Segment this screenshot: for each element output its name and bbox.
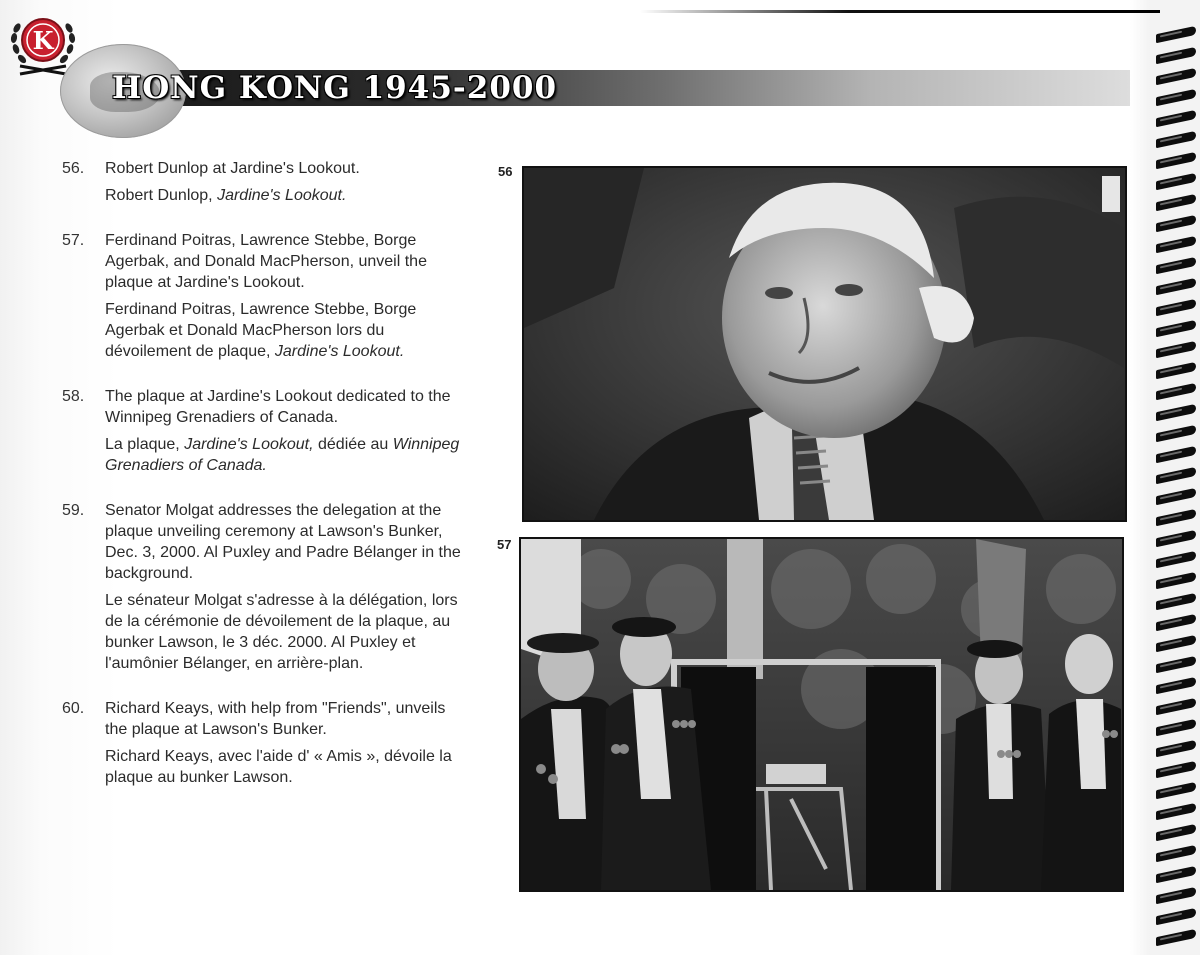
binding-coil — [1156, 929, 1196, 947]
caption-item-59 — [62, 500, 472, 674]
binding-coil — [1156, 383, 1196, 401]
caption-english: Senator Molgat addresses the delegation at the plaque unveiling ceremony at Lawson's Bunker, Dec. 3, 2000. Al Puxley and Padre Bélanger in the background. — [105, 502, 461, 582]
spiral-binding — [1150, 20, 1200, 950]
binding-coil — [1156, 404, 1196, 422]
caption-item-56 — [62, 158, 472, 206]
figure-label-57: 57 — [497, 537, 512, 552]
binding-coil — [1156, 530, 1196, 548]
caption-english: Ferdinand Poitras, Lawrence Stebbe, Borge Agerbak, and Donald MacPherson, unveil the plaque at Jardine's Lookout. — [105, 232, 427, 291]
binding-coil — [1156, 341, 1196, 359]
binding-coil — [1156, 278, 1196, 296]
binding-coil — [1156, 866, 1196, 884]
binding-coil — [1156, 425, 1196, 443]
binding-coil — [1156, 152, 1196, 170]
binding-coil — [1156, 488, 1196, 506]
binding-coil — [1156, 908, 1196, 926]
caption-number: 59. — [62, 502, 85, 519]
caption-item-58 — [62, 386, 472, 476]
figure-label-56: 56 — [498, 164, 513, 179]
binding-coil — [1156, 257, 1196, 275]
caption-english: Robert Dunlop at Jardine's Lookout. — [105, 160, 360, 177]
binding-coil — [1156, 467, 1196, 485]
caption-number: 56. — [62, 160, 85, 177]
binding-coil — [1156, 719, 1196, 737]
caption-list — [62, 158, 472, 812]
binding-coil — [1156, 446, 1196, 464]
binding-coil — [1156, 551, 1196, 569]
binding-coil — [1156, 89, 1196, 107]
binding-coil — [1156, 698, 1196, 716]
binding-coil — [1156, 572, 1196, 590]
binding-coil — [1156, 656, 1196, 674]
binding-coil — [1156, 803, 1196, 821]
binding-coil — [1156, 362, 1196, 380]
binding-coil — [1156, 26, 1196, 44]
binding-coil — [1156, 215, 1196, 233]
caption-french: La plaque, Jardine's Lookout, dédiée au Winnipeg Grenadiers of Canada. — [105, 436, 460, 474]
caption-english: Richard Keays, with help from "Friends", unveils the plaque at Lawson's Bunker. — [105, 700, 446, 738]
caption-french: Richard Keays, avec l'aide d' « Amis », dévoile la plaque au bunker Lawson. — [105, 748, 452, 786]
logo-letter: K — [32, 26, 54, 55]
binding-coil — [1156, 761, 1196, 779]
binding-coil — [1156, 131, 1196, 149]
page-title: HONG KONG 1945-2000 — [112, 70, 558, 106]
caption-french: Ferdinand Poitras, Lawrence Stebbe, Borge Agerbak et Donald MacPherson lors du dévoilement de plaque, Jardine's Lookout. — [105, 301, 417, 360]
binding-coil — [1156, 299, 1196, 317]
binding-coil — [1156, 887, 1196, 905]
binding-coil — [1156, 68, 1196, 86]
binding-coil — [1156, 677, 1196, 695]
binding-coil — [1156, 614, 1196, 632]
binding-coil — [1156, 824, 1196, 842]
photo-unveiling-57 — [519, 537, 1124, 892]
binding-coil — [1156, 782, 1196, 800]
binding-coil — [1156, 236, 1196, 254]
binding-coil — [1156, 593, 1196, 611]
caption-number: 57. — [62, 232, 85, 249]
binding-coil — [1156, 740, 1196, 758]
caption-english: The plaque at Jardine's Lookout dedicated to the Winnipeg Grenadiers of Canada. — [105, 388, 451, 426]
top-rule — [640, 10, 1160, 13]
binding-coil — [1156, 635, 1196, 653]
binding-coil — [1156, 509, 1196, 527]
caption-french: Le sénateur Molgat s'adresse à la délégation, lors de la cérémonie de dévoilement de la plaque, au bunker Lawson, le 3 déc. 2000. Al Puxley et l'aumônier Bélanger, en arrière-plan. — [105, 592, 458, 672]
binding-coil — [1156, 845, 1196, 863]
binding-coil — [1156, 194, 1196, 212]
photo-portrait-56 — [522, 166, 1127, 522]
binding-coil — [1156, 110, 1196, 128]
binding-coil — [1156, 320, 1196, 338]
caption-item-57 — [62, 230, 472, 362]
caption-number: 60. — [62, 700, 85, 717]
caption-item-60 — [62, 698, 472, 788]
caption-number: 58. — [62, 388, 85, 405]
binding-coil — [1156, 173, 1196, 191]
binding-coil — [1156, 47, 1196, 65]
caption-french: Robert Dunlop, Jardine's Lookout. — [105, 187, 347, 204]
